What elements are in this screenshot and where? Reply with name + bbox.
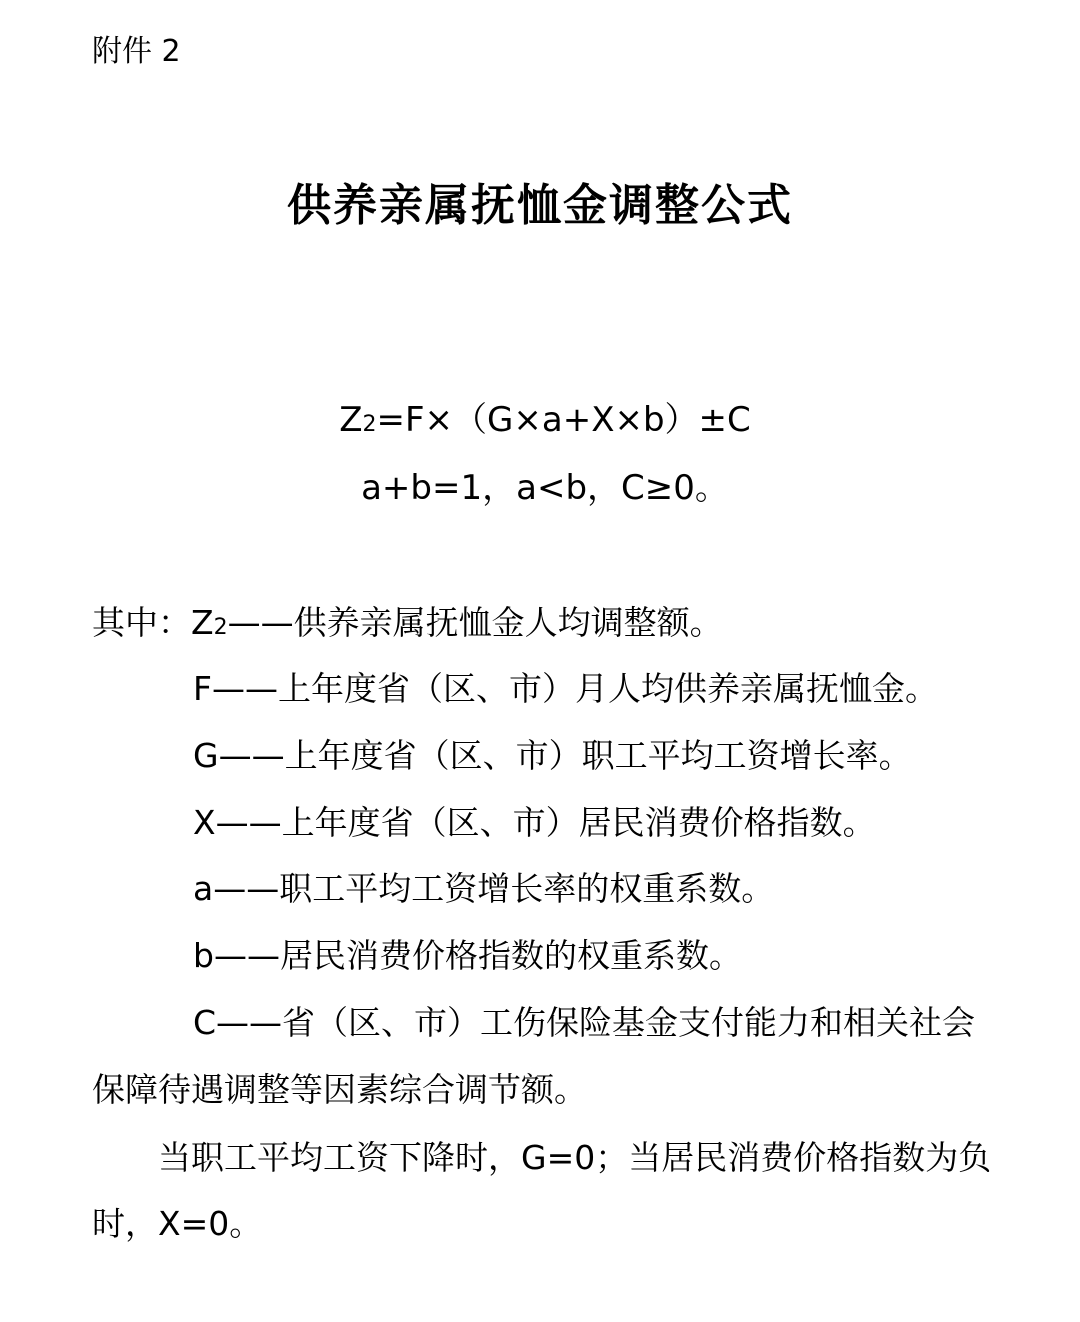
- definition-intro-prefix: 其中：Z: [92, 603, 214, 642]
- formula-z-symbol: Z: [339, 400, 363, 440]
- definition-f: F——上年度省（区、市）月人均供养亲属抚恤金。: [193, 669, 938, 708]
- formula-line-1: [0, 398, 1080, 447]
- note-line-2: 时，X=0。: [92, 1204, 263, 1243]
- definition-c-continuation: 保障待遇调整等因素综合调节额。: [92, 1070, 587, 1109]
- formula-z-subscript: 2: [362, 412, 377, 437]
- formula-line-2: a+b=1，a<b，C≥0。: [361, 468, 729, 508]
- attachment-label: 附件 2: [92, 34, 181, 69]
- definition-x: X——上年度省（区、市）居民消费价格指数。: [193, 803, 876, 842]
- definition-g: G——上年度省（区、市）职工平均工资增长率。: [193, 736, 912, 775]
- definition-b: b——居民消费价格指数的权重系数。: [193, 936, 742, 975]
- definition-intro: [92, 601, 723, 650]
- page-title: 供养亲属抚恤金调整公式: [287, 180, 793, 231]
- formula-expression: =F×（G×a+X×b）±C: [376, 400, 751, 440]
- definition-intro-text: ——供养亲属抚恤金人均调整额。: [227, 603, 723, 642]
- definition-intro-subscript: 2: [213, 615, 228, 640]
- note-line-1: 当职工平均工资下降时，G=0；当居民消费价格指数为负: [158, 1138, 992, 1177]
- definition-c: C——省（区、市）工伤保险基金支付能力和相关社会: [193, 1003, 976, 1042]
- definition-a: a——职工平均工资增长率的权重系数。: [193, 869, 775, 908]
